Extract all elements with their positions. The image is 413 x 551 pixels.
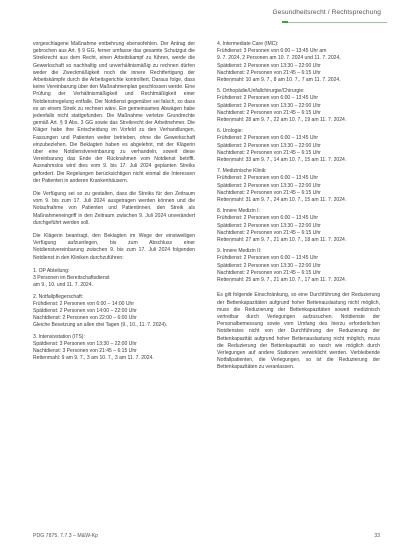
notdienst-section [217, 41, 380, 84]
section-line: Spätdienst: 2 Personen von 13:30 – 22:00 Uhr [217, 142, 321, 149]
journal-reference: PDG 7875, 7.7.3 – M&W-Kp [33, 533, 99, 539]
section-line: Frühdienst: 2 Personen von 6:00 – 13:45 Uhr [217, 175, 319, 182]
header-rule [282, 22, 387, 23]
section-line: Nachtdienst: 2 Personen von 21:45 – 6:15 Uhr [217, 69, 321, 76]
section-line: Spätdienst: 3 Personen von 13:30 – 22:00 Uhr [33, 340, 137, 347]
section-heading: 7. Medizinische Klinik: [217, 168, 267, 175]
section-heading: 9. Innere Medizin II: [217, 248, 262, 255]
section-line: Frühdienst: 2 Personen von 6:00 – 13:45 Uhr [217, 135, 319, 142]
section-line: am 9., 10. und 11. 7. 2024. [33, 282, 93, 289]
section-line: Nachtdienst: 3 Personen von 21:45 – 6:15 Uhr [33, 347, 137, 354]
section-heading: 6. Urologie: [217, 128, 243, 135]
section-line: Rettenmahl: 10 am 9. 7., 8 am 10. 7., 7 am 11. 7. 2024. [217, 77, 341, 84]
section-line: Spätdienst: 2 Personen von 13:30 – 22:00 Uhr [217, 182, 321, 189]
section-line: 9. 7. 2024, 2 Personen am 10. 7. 2024 und 11. 7. 2024, [217, 55, 341, 62]
section-heading: 2. Notfallpflegerschaft: [33, 293, 84, 300]
section-line: Spätdienst: 2 Personen von 13:30 – 22:00 Uhr [217, 62, 321, 69]
section-heading: 5. Orthopädie/Unfallchirurgie/Chirurgie: [217, 88, 305, 95]
paragraph: Es gilt folgende Einschränkung, so eine Durchführung der Reduzierung der Bettenkapazitäten aufgrund hoher Bettenauslastung nicht möglich, muss die Reduzierung der Bettenkapazitäten soweit medizinisch vertretbar durch Verlegungen aufzusuchen. Notdienste der Personalbemessung sowie vom Umfang des hierzu erforderlichen Notdienstes nicht von der Durchführung der Reduzierung der Bettenkapazität aufgrund hoher Bettenauslastung nicht möglich, muss die Reduzierung der Bettenkapazität so rasch wie möglich durch Verlegungen auf andere Stationen verwirklicht werden. Verbleibende Notfallpatienten, die Verlegungen, so ist die Reduzierung der Bettenkapazitäten zu veranlassen. [217, 292, 380, 371]
section-line: Frühdienst: 2 Personen von 6:00 – 13:45 Uhr [217, 255, 319, 262]
section-line: Spätdienst: 2 Personen von 13:30 – 22:00 Uhr [217, 222, 321, 229]
section-line: Frühdienst: 2 Personen von 6:00 – 13:45 Uhr [217, 95, 319, 102]
section-line: Rettenmahl: 33 am 9. 7., 14 am 10. 7., 15 am 11. 7. 2024. [217, 157, 347, 164]
section-line: Nachtdienst: 2 Personen von 21:45 – 6:15 Uhr [217, 149, 321, 156]
notdienst-section [217, 248, 380, 284]
paragraph: vorgeschlagene Maßnahme entbehrung ebensofehlen. Der Antrag der gebrochen aus Art. § 9 GG, ferner umfasse das gesamte Schutzgut die Streikrecht aus dem Recht, einen Arbeitskampf zu führen, werde die Gewerkschaft so nachhaltig und unverhältnismäßig zu rechnen dürfen weder die Zweckmäßigkeit noch die innere Rechtfertigung der Arbeitskämpfe durch die Arbeitsgerichte kontrolliert. Daraus folge, dass keine Vereinbarung über den Maßnahmenplan geschlossen werde. Eine Prüfung der Verhältnismäßigkeit und Rechtmäßigkeit einer Notdienstregelung entfalle. Der Notdienst gegenüber sei falsch, so dass es an einem Streik zu rechnen wäre. Ein gemeinsames Abwägen habe jedenfalls nicht stattgefunden. Die Maßnahme verletze Grundrechte gemäß Art. § 9 Abs. 3 GG sowie das Streikrecht der Arbeitnehmer. Die Kläger habe ihre Entscheidung im Vorfeld zu den Verhandlungen, Fassungen und Patienten weiter betrieben, ohne die Gewerkschaft einzubeziehen. Die Beklagten haben es abgelehnt, mit der Klägerin über eine Notdienstvereinbarung zu verhandeln, soweit diese Vereinbarung das Ende der Rücknahmen vom Notdienst betrifft. Ausnahmslos wird dies vom 9. bis 17. Juli 2024 geplanten Streiks gefordert. Die Regelungen berücksichtigen nicht einmal die Interessen der Patienten in anderen Krankenhäusern. [33, 41, 195, 184]
section-line: Frühdienst: 3 Personen von 6:00 – 13:45 Uhr am [217, 48, 327, 55]
section-line: Rettenmahl: 25 am 9. 7., 21 am 10. 7., 17 am 11. 7. 2024. [217, 277, 347, 284]
section-line: Rettenmahl: 31 am 9. 7., 24 am 10. 7., 15 am 11. 7. 2024. [217, 197, 347, 204]
section-line: Frühdienst: 2 Personen von 6:00 – 13:45 Uhr [217, 215, 319, 222]
section-line: Nachtdienst: 2 Personen von 21:45 – 6:15 Uhr [217, 109, 321, 116]
running-header [0, 8, 413, 24]
section-line: Rettenmahl: 9 am 9. 7., 3 am 10. 7., 3 am 11. 7. 2024. [33, 355, 154, 362]
section-line: 3 Personen im Bereitschaftsdienst [33, 275, 110, 282]
section-line: Frühdienst: 2 Personen von 6:00 – 14:00 Uhr [33, 300, 135, 307]
paragraph: Die Verfügung sei so zu gestalten, dass die Streiks für den Zeitraum vom 9. bis zum 17. Juli 2024 ausgetragen werden können und die Notaufnahme von Patienten und Patientinnen, den Streik als Maßnahmeneingriff in den Zeitraum zwischen 9. Juli 2024 unverändert durchgeführt werden soll. [33, 191, 195, 226]
notdienst-section [217, 168, 380, 204]
notdienst-section [33, 268, 195, 290]
section-line: Nachtdienst: 2 Personen von 21:45 – 6:15 Uhr [217, 189, 321, 196]
section-line: Nachtdienst: 2 Personen von 21:45 – 6:15 Uhr [217, 229, 321, 236]
section-line: Spätdienst: 2 Personen von 13:30 – 22:00 Uhr [217, 262, 321, 269]
notdienst-section [217, 88, 380, 124]
section-line: Rettenmahl: 27 am 9. 7., 21 am 10. 7., 18 am 11. 7. 2024. [217, 237, 347, 244]
page-footer [0, 533, 413, 543]
notdienst-section [33, 294, 195, 330]
paragraph: Die Klägerin beantragt, den Beklagten im Wege der einstweiligen Verfügung aufzuerlegen, bis zum Abschluss einer Notdienstvereinbarung zwischen 9. bis zum 17. Juli 2024 folgenden Notdienst in den Kliniken durchzuführen: [33, 233, 195, 261]
page-number: 33 [374, 533, 380, 539]
section-heading: 3. Intensivstation (ITS): [33, 333, 85, 340]
notdienst-section [33, 334, 195, 363]
section-line: Spätdienst: 2 Personen von 13:30 – 22:00 Uhr [217, 102, 321, 109]
section-title: Gesundheitsrecht / Rechtsprechung [272, 9, 381, 16]
section-line: Spätdienst: 2 Personen von 14:00 – 22:00 Uhr [33, 307, 137, 314]
notdienst-section [217, 128, 380, 164]
notdienst-section [217, 208, 380, 244]
section-heading: 1. OP Abteilung: [33, 267, 70, 274]
section-heading: 4. Intermediate Care (IMC): [217, 41, 279, 47]
left-column [33, 41, 195, 366]
right-column [217, 41, 380, 378]
section-heading: 8. Innere Medizin I: [217, 208, 260, 215]
section-line: Nachtdienst: 2 Personen von 22:00 – 6:00 Uhr [33, 315, 137, 322]
section-line: Gleiche Besetzung an allen drei Tagen (9., 10., 11. 7. 2024). [33, 322, 168, 329]
section-line: Rettenmahl: 28 am 9. 7., 22 am 10. 7., 19 am 11. 7. 2024. [217, 117, 347, 124]
header-rule-accent [282, 21, 288, 23]
section-line: Nachtdienst: 2 Personen von 21:45 – 6:15 Uhr [217, 269, 321, 276]
